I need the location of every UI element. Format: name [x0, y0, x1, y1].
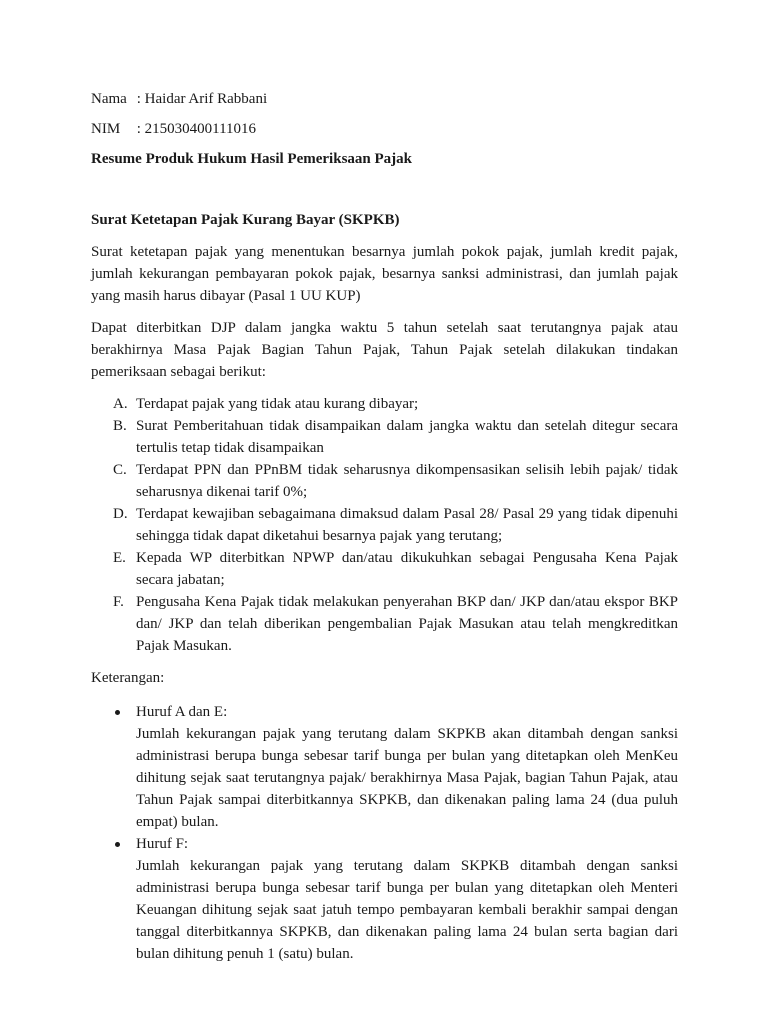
definition-paragraph: Surat ketetapan pajak yang menentukan besarnya jumlah pokok pajak, jumlah kredit pajak, jumlah kekurangan pembayaran pokok pajak, besarnya sanksi administrasi, dan jumlah pajak yang masih harus dibayar (Pasal 1 UU KUP)	[91, 244, 678, 304]
condition-marker: D.	[113, 506, 128, 522]
note-heading: Huruf A dan E:	[136, 704, 228, 720]
nim-label: NIM	[91, 121, 121, 137]
name-value: : Haidar Arif Rabbani	[136, 91, 268, 107]
note-text: Jumlah kekurangan pajak yang terutang dalam SKPKB ditambah dengan sanksi administrasi berupa bunga sebesar tarif bunga per bulan yang ditetapkan oleh Menteri Keuangan dihitung sejak saat jatuh tempo pembayaran kembali berakhir sampai dengan tanggal diterbitkannya SKPKB, dan dikenakan paling lama 24 bulan serta bagian dari bulan dihitung penuh 1 (satu) bulan.	[136, 858, 678, 962]
section-heading: Surat Ketetapan Pajak Kurang Bayar (SKPKB)	[91, 212, 400, 228]
condition-marker: A.	[113, 396, 128, 412]
nim-value: : 215030400111016	[136, 121, 257, 137]
notes-list	[91, 701, 678, 965]
condition-item	[91, 591, 678, 657]
condition-text: Terdapat pajak yang tidak atau kurang dibayar;	[136, 396, 419, 412]
condition-item	[91, 393, 678, 415]
conditions-list	[91, 393, 678, 657]
bullet-icon	[115, 710, 120, 715]
note-item	[91, 833, 678, 965]
note-item	[91, 701, 678, 833]
keterangan-label: Keterangan:	[91, 670, 165, 686]
condition-marker: F.	[113, 594, 124, 610]
document-page	[91, 88, 678, 965]
condition-item	[91, 459, 678, 503]
condition-marker: E.	[113, 550, 126, 566]
bullet-icon	[115, 842, 120, 847]
condition-text: Pengusaha Kena Pajak tidak melakukan penyerahan BKP dan/ JKP dan/atau ekspor BKP dan/ JKP dan telah diberikan pengembalian Pajak Masukan atau telah mengkreditkan Pajak Masukan.	[136, 594, 678, 654]
condition-marker: B.	[113, 418, 127, 434]
condition-item	[91, 547, 678, 591]
note-heading: Huruf F:	[136, 836, 189, 852]
note-text: Jumlah kekurangan pajak yang terutang dalam SKPKB akan ditambah dengan sanksi administrasi berupa bunga sebesar tarif bunga per bulan yang ditetapkan oleh MenKeu dihitung sejak saat terutangnya pajak/ berakhirnya Masa Pajak, bagian Tahun Pajak, atau Tahun Pajak sampai diterbitkannya SKPKB, dan dikenakan paling lama 24 (dua puluh empat) bulan.	[136, 726, 678, 830]
condition-item	[91, 503, 678, 547]
condition-text: Kepada WP diterbitkan NPWP dan/atau dikukuhkan sebagai Pengusaha Kena Pajak secara jabatan;	[136, 550, 678, 588]
condition-text: Terdapat kewajiban sebagaimana dimaksud dalam Pasal 28/ Pasal 29 yang tidak dipenuhi sehingga tidak dapat diketahui besarnya pajak yang terutang;	[136, 506, 678, 544]
intro-paragraph: Dapat diterbitkan DJP dalam jangka waktu 5 tahun setelah saat terutangnya pajak atau berakhirnya Masa Pajak Bagian Tahun Pajak, Tahun Pajak setelah dilakukan tindakan pemeriksaan sebagai berikut:	[91, 320, 678, 380]
condition-item	[91, 415, 678, 459]
condition-marker: C.	[113, 462, 127, 478]
condition-text: Terdapat PPN dan PPnBM tidak seharusnya dikompensasikan selisih lebih pajak/ tidak seharusnya dikenai tarif 0%;	[136, 462, 678, 500]
document-title: Resume Produk Hukum Hasil Pemeriksaan Pajak	[91, 151, 412, 167]
name-line	[91, 88, 678, 110]
name-label: Nama	[91, 91, 127, 107]
condition-text: Surat Pemberitahuan tidak disampaikan dalam jangka waktu dan setelah ditegur secara tertulis tetap tidak disampaikan	[136, 418, 678, 456]
nim-line	[91, 118, 678, 140]
